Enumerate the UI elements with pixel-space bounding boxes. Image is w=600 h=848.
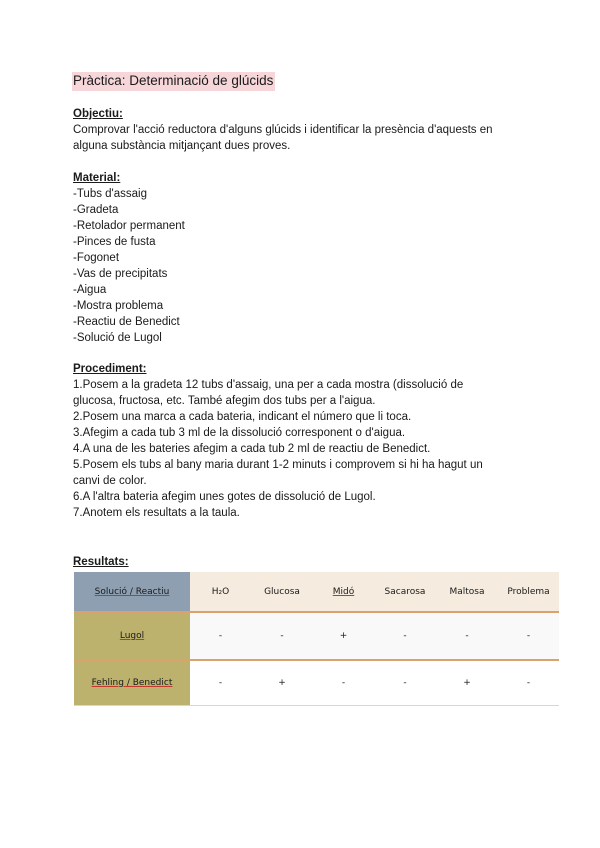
- table-cell: -: [251, 612, 313, 660]
- material-heading: Material:: [73, 172, 121, 184]
- material-item: -Retolador permanent: [73, 220, 185, 232]
- procedure-line: glucosa, fructosa, etc. També afegim dos tubs per a l'aigua.: [73, 395, 376, 407]
- material-item: -Tubs d'assaig: [73, 188, 147, 200]
- table-cell: -: [374, 660, 436, 706]
- material-item: -Reactiu de Benedict: [73, 316, 180, 328]
- table-corner-cell: Solució / Reactiu: [74, 572, 190, 612]
- material-item: -Fogonet: [73, 252, 120, 264]
- table-cell: +: [251, 660, 313, 706]
- column-header: Maltosa: [436, 572, 498, 612]
- material-item: -Aigua: [73, 284, 107, 296]
- column-header: Sacarosa: [374, 572, 436, 612]
- column-header: Problema: [498, 572, 559, 612]
- procedure-line: 4.A una de les bateries afegim a cada tub 2 ml de reactiu de Benedict.: [73, 443, 431, 455]
- objective-heading: Objectiu:: [73, 108, 123, 120]
- page-title: Pràctica: Determinació de glúcids: [72, 72, 275, 91]
- table-cell: -: [190, 612, 251, 660]
- material-item: -Gradeta: [73, 204, 119, 216]
- table-row: [74, 660, 559, 706]
- objective-section: [73, 106, 533, 154]
- procedure-line: 2.Posem una marca a cada bateria, indicant el número que li toca.: [73, 411, 412, 423]
- procedure-line: 5.Posem els tubs al bany maria durant 1-2 minuts i comprovem si hi ha hagut un: [73, 459, 483, 471]
- procedure-line: 7.Anotem els resultats a la taula.: [73, 507, 240, 519]
- table-row: [74, 612, 559, 660]
- material-item: -Mostra problema: [73, 300, 164, 312]
- column-header: Glucosa: [251, 572, 313, 612]
- results-section: [73, 554, 533, 570]
- procedure-line: 1.Posem a la gradeta 12 tubs d'assaig, una per a cada mostra (dissolució de: [73, 379, 464, 391]
- objective-line: Comprovar l'acció reductora d'alguns glúcids i identificar la presència d'aquests en: [73, 124, 493, 136]
- material-item: -Solució de Lugol: [73, 332, 162, 344]
- objective-line: alguna substància mitjançant dues proves.: [73, 140, 291, 152]
- row-header: Lugol: [74, 612, 190, 660]
- procedure-line: 3.Afegim a cada tub 3 ml de la dissolució corresponent o d'aigua.: [73, 427, 406, 439]
- procedure-section: [73, 361, 533, 521]
- table-header-row: [74, 572, 559, 612]
- results-heading: Resultats:: [73, 556, 129, 568]
- column-header: Midó: [313, 572, 374, 612]
- results-table: [74, 572, 559, 706]
- column-header: H₂O: [190, 572, 251, 612]
- table-cell: +: [436, 660, 498, 706]
- material-section: [73, 170, 533, 346]
- table-cell: +: [313, 612, 374, 660]
- table-cell: -: [498, 612, 559, 660]
- procedure-heading: Procediment:: [73, 363, 147, 375]
- table-cell: -: [436, 612, 498, 660]
- table-cell: -: [498, 660, 559, 706]
- table-cell: -: [313, 660, 374, 706]
- procedure-line: canvi de color.: [73, 475, 147, 487]
- procedure-line: 6.A l'altra bateria afegim unes gotes de dissolució de Lugol.: [73, 491, 376, 503]
- material-item: -Vas de precipitats: [73, 268, 168, 280]
- row-header: Fehling / Benedict: [74, 660, 190, 706]
- material-item: -Pinces de fusta: [73, 236, 156, 248]
- table-cell: -: [374, 612, 436, 660]
- table-cell: -: [190, 660, 251, 706]
